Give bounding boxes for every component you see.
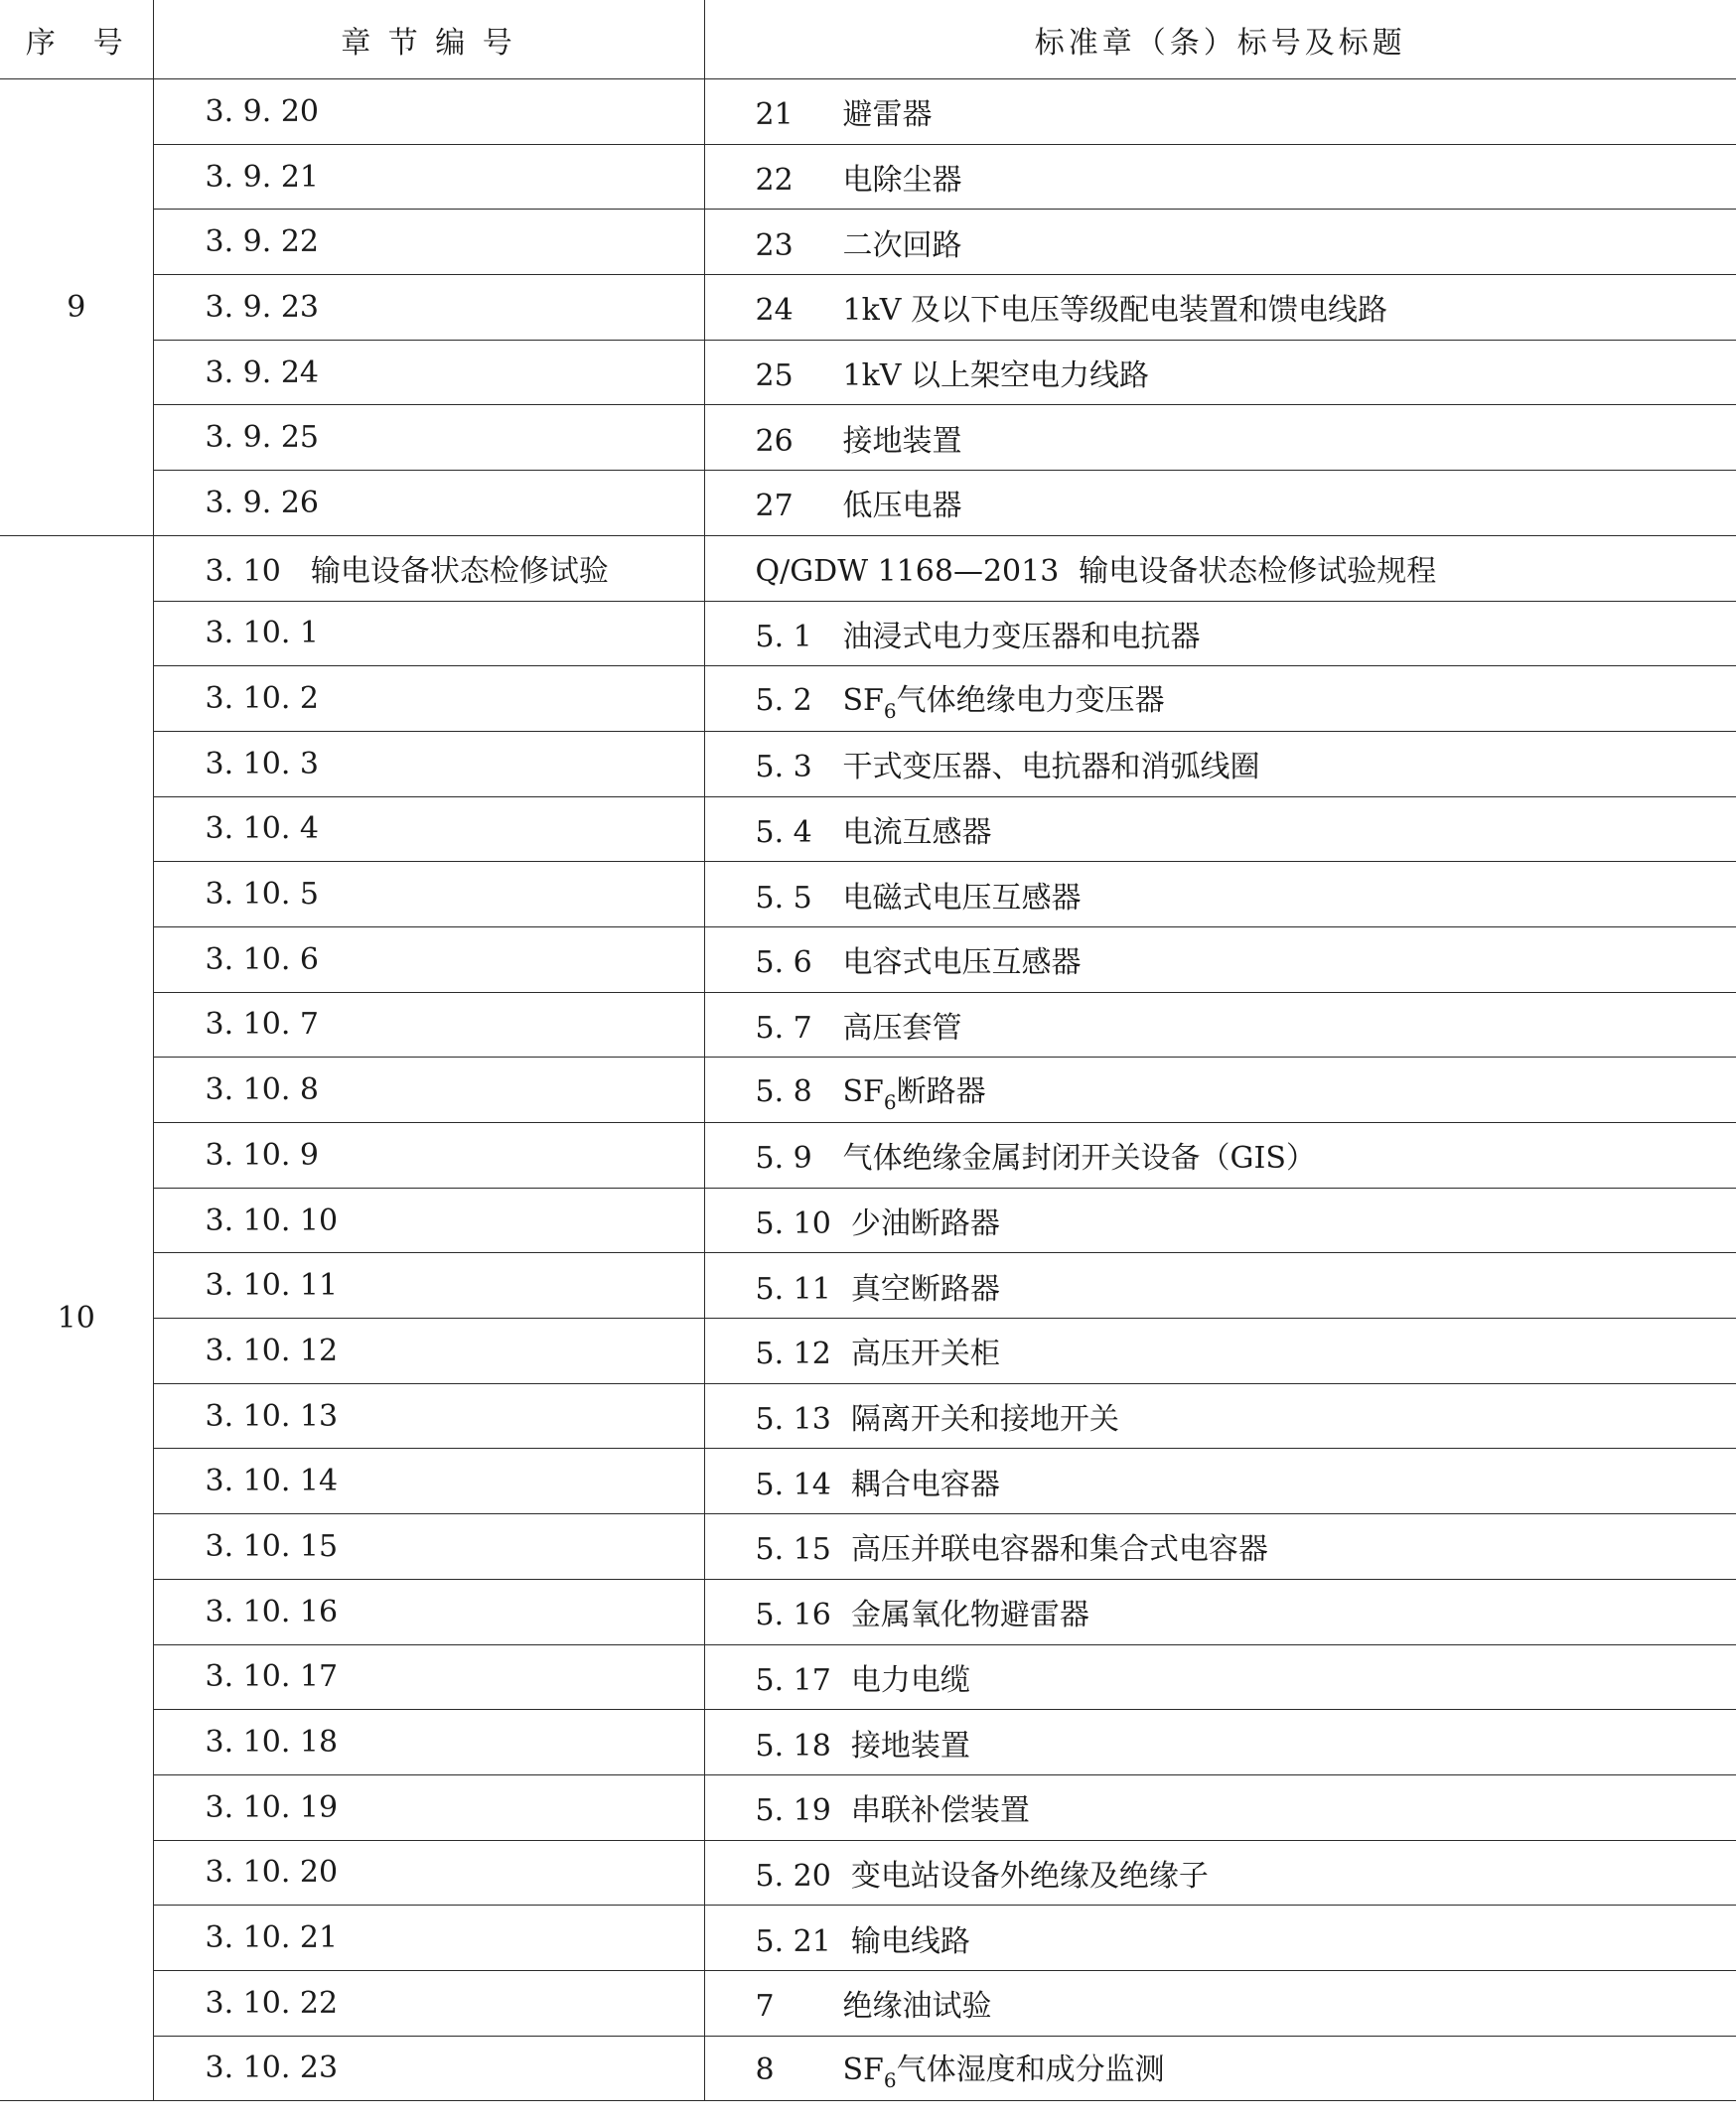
subscript: 6 <box>883 698 897 723</box>
clause-title: 变电站设备外绝缘及绝缘子 <box>850 1858 1209 1894</box>
clause-number: 5. 14 <box>755 1467 831 1502</box>
clause-number: 5. 5 <box>755 880 812 916</box>
table-header-row <box>0 0 1736 79</box>
standard-title-cell <box>704 796 1736 862</box>
clause-title: 金属氧化物避雷器 <box>850 1598 1089 1633</box>
standard-title-cell <box>704 535 1736 601</box>
chapter-code-cell: 3. 10. 4 <box>153 796 704 862</box>
table-row <box>0 1123 1736 1189</box>
clause-title: 电除尘器 <box>842 163 962 199</box>
clause-title: 1kV 及以下电压等级配电装置和馈电线路 <box>842 293 1387 329</box>
standard-title-cell <box>704 1970 1736 2036</box>
clause-number: 5. 18 <box>755 1728 831 1764</box>
chapter-code-cell: 3. 10. 2 <box>153 666 704 732</box>
clause-number: 24 <box>755 293 794 329</box>
clause-title: 1kV 以上架空电力线路 <box>842 358 1149 394</box>
table-row <box>0 275 1736 341</box>
standard-title-cell <box>704 405 1736 471</box>
table-row <box>0 796 1736 862</box>
clause-title: 油浸式电力变压器和电抗器 <box>842 619 1201 654</box>
clause-title: SF <box>842 682 884 718</box>
standard-title-cell <box>704 1319 1736 1384</box>
clause-title-rest: 气体湿度和成分监测 <box>896 2051 1165 2087</box>
chapter-code-cell: 3. 9. 23 <box>153 275 704 341</box>
clause-title: 电磁式电压互感器 <box>842 880 1082 916</box>
chapter-code-cell: 3. 10. 22 <box>153 1970 704 2036</box>
clause-title: 高压套管 <box>842 1010 962 1046</box>
subscript: 6 <box>883 2067 897 2092</box>
table-row <box>0 210 1736 275</box>
seq-cell: 9 <box>0 79 153 536</box>
standard-title-cell <box>704 1058 1736 1123</box>
chapter-code-cell: 3. 10. 18 <box>153 1710 704 1775</box>
clause-number: Q/GDW 1168—2013 <box>755 554 1060 590</box>
table-row <box>0 1514 1736 1580</box>
table-row <box>0 862 1736 927</box>
clause-number: 5. 1 <box>755 619 812 654</box>
clause-number: 5. 7 <box>755 1010 812 1046</box>
clause-title: 绝缘油试验 <box>842 1989 992 2025</box>
standard-title-cell <box>704 2036 1736 2101</box>
table-row <box>0 2036 1736 2101</box>
clause-number: 5. 19 <box>755 1793 831 1829</box>
clause-number: 5. 4 <box>755 814 812 850</box>
table-row <box>0 1906 1736 1971</box>
clause-title: 电容式电压互感器 <box>842 945 1082 981</box>
table-row <box>0 1058 1736 1123</box>
chapter-code-cell: 3. 10. 14 <box>153 1449 704 1514</box>
standard-title-cell <box>704 1774 1736 1840</box>
standard-title-cell <box>704 275 1736 341</box>
chapter-code-cell: 3. 10. 6 <box>153 926 704 992</box>
clause-title: 少油断路器 <box>850 1206 1000 1242</box>
chapter-code-cell: 3. 9. 20 <box>153 79 704 145</box>
table-row <box>0 731 1736 796</box>
chapter-code-cell: 3. 10. 3 <box>153 731 704 796</box>
subscript: 6 <box>883 1089 897 1114</box>
clause-title: 接地装置 <box>842 423 962 459</box>
chapter-code-cell: 3. 10. 15 <box>153 1514 704 1580</box>
clause-number: 5. 6 <box>755 945 812 981</box>
standard-title-cell <box>704 731 1736 796</box>
standard-title-cell <box>704 1123 1736 1189</box>
chapter-code-cell: 3. 10. 13 <box>153 1383 704 1449</box>
clause-number: 5. 15 <box>755 1532 831 1568</box>
chapter-code-cell: 3. 10. 23 <box>153 2036 704 2101</box>
table-row <box>0 1319 1736 1384</box>
clause-number: 5. 2 <box>755 682 812 718</box>
clause-number: 5. 21 <box>755 1923 831 1959</box>
clause-title: 气体绝缘金属封闭开关设备（GIS） <box>842 1141 1316 1177</box>
chapter-code-cell: 3. 10. 11 <box>153 1253 704 1319</box>
header-title: 标准章（条）标号及标题 <box>704 0 1736 79</box>
chapter-code-cell: 3. 9. 22 <box>153 210 704 275</box>
table-row <box>0 1774 1736 1840</box>
header-chapter: 章 节 编 号 <box>153 0 704 79</box>
table-row <box>0 1383 1736 1449</box>
clause-number: 5. 16 <box>755 1598 831 1633</box>
chapter-code-cell: 3. 10. 21 <box>153 1906 704 1971</box>
clause-title: 电力电缆 <box>850 1662 970 1698</box>
chapter-code-cell: 3. 10. 5 <box>153 862 704 927</box>
chapter-code-cell: 3. 9. 24 <box>153 340 704 405</box>
standard-title-cell <box>704 471 1736 536</box>
standard-title-cell <box>704 1514 1736 1580</box>
clause-number: 22 <box>755 163 794 199</box>
table-body <box>0 79 1736 2101</box>
chapter-code-cell: 3. 10. 8 <box>153 1058 704 1123</box>
clause-title: 输电设备状态检修试验规程 <box>1079 554 1437 590</box>
chapter-code-cell: 3. 10. 19 <box>153 1774 704 1840</box>
clause-title: SF <box>842 1073 884 1109</box>
chapter-code-cell: 3. 9. 21 <box>153 144 704 210</box>
clause-title-rest: 气体绝缘电力变压器 <box>896 682 1165 718</box>
table-row <box>0 79 1736 145</box>
clause-title: 高压并联电容器和集合式电容器 <box>850 1532 1268 1568</box>
clause-number: 5. 8 <box>755 1073 812 1109</box>
table-row <box>0 992 1736 1058</box>
clause-number: 25 <box>755 358 794 394</box>
table-row <box>0 1253 1736 1319</box>
chapter-code-cell: 3. 9. 26 <box>153 471 704 536</box>
clause-title: 耦合电容器 <box>850 1467 1000 1502</box>
chapter-code-cell: 3. 10. 9 <box>153 1123 704 1189</box>
header-seq: 序 号 <box>0 0 153 79</box>
standard-title-cell <box>704 862 1736 927</box>
standard-title-cell <box>704 1840 1736 1906</box>
standard-title-cell <box>704 1383 1736 1449</box>
clause-title: 二次回路 <box>842 227 962 263</box>
table-row <box>0 405 1736 471</box>
clause-number: 21 <box>755 97 794 133</box>
table-row <box>0 471 1736 536</box>
table-row <box>0 1644 1736 1710</box>
clause-title: 电流互感器 <box>842 814 992 850</box>
table-row <box>0 535 1736 601</box>
table-row <box>0 1710 1736 1775</box>
standard-title-cell <box>704 1644 1736 1710</box>
standard-title-cell <box>704 1253 1736 1319</box>
clause-number: 5. 10 <box>755 1206 831 1242</box>
table-row <box>0 144 1736 210</box>
chapter-code-cell: 3. 10. 12 <box>153 1319 704 1384</box>
standard-title-cell <box>704 1710 1736 1775</box>
clause-number: 26 <box>755 423 794 459</box>
clause-title: 串联补偿装置 <box>850 1793 1030 1829</box>
clause-title: 高压开关柜 <box>850 1337 1000 1372</box>
clause-number: 5. 20 <box>755 1858 831 1894</box>
standard-title-cell <box>704 992 1736 1058</box>
clause-number: 5. 13 <box>755 1402 831 1438</box>
clause-number: 7 <box>755 1989 775 2025</box>
table-row <box>0 1970 1736 2036</box>
clause-title: SF <box>842 2051 884 2087</box>
standard-title-cell <box>704 601 1736 666</box>
standard-title-cell <box>704 926 1736 992</box>
table-row <box>0 666 1736 732</box>
clause-title: 输电线路 <box>850 1923 970 1959</box>
table-row <box>0 1840 1736 1906</box>
clause-title: 接地装置 <box>850 1728 970 1764</box>
standard-title-cell <box>704 1906 1736 1971</box>
seq-cell: 10 <box>0 535 153 2101</box>
table-row <box>0 1188 1736 1253</box>
clause-title: 真空断路器 <box>850 1271 1000 1307</box>
standard-title-cell <box>704 210 1736 275</box>
clause-number: 5. 12 <box>755 1337 831 1372</box>
clause-number: 5. 3 <box>755 750 812 785</box>
chapter-code-cell: 3. 10. 10 <box>153 1188 704 1253</box>
chapter-code-cell: 3. 10. 7 <box>153 992 704 1058</box>
table-row <box>0 1449 1736 1514</box>
standard-title-cell <box>704 1188 1736 1253</box>
chapter-code-cell: 3. 10. 16 <box>153 1579 704 1644</box>
standard-title-cell <box>704 340 1736 405</box>
clause-title: 干式变压器、电抗器和消弧线圈 <box>842 750 1260 785</box>
clause-title: 隔离开关和接地开关 <box>850 1402 1119 1438</box>
standard-title-cell <box>704 144 1736 210</box>
chapter-code-cell: 3. 10 输电设备状态检修试验 <box>153 535 704 601</box>
table-row <box>0 340 1736 405</box>
standard-title-cell <box>704 666 1736 732</box>
chapter-code-cell: 3. 10. 17 <box>153 1644 704 1710</box>
chapter-code-cell: 3. 10. 1 <box>153 601 704 666</box>
clause-number: 5. 9 <box>755 1141 812 1177</box>
clause-number: 5. 11 <box>755 1271 831 1307</box>
clause-number: 23 <box>755 227 794 263</box>
chapter-code-cell: 3. 9. 25 <box>153 405 704 471</box>
standard-title-cell <box>704 79 1736 145</box>
clause-number: 8 <box>755 2051 775 2087</box>
clause-title: 低压电器 <box>842 489 962 524</box>
chapter-code-cell: 3. 10. 20 <box>153 1840 704 1906</box>
clause-title: 避雷器 <box>842 97 933 133</box>
clause-title-rest: 断路器 <box>896 1073 986 1109</box>
table-row <box>0 601 1736 666</box>
standard-title-cell <box>704 1449 1736 1514</box>
table-row <box>0 1579 1736 1644</box>
clause-number: 5. 17 <box>755 1662 831 1698</box>
standard-title-cell <box>704 1579 1736 1644</box>
table-row <box>0 926 1736 992</box>
clause-number: 27 <box>755 489 794 524</box>
